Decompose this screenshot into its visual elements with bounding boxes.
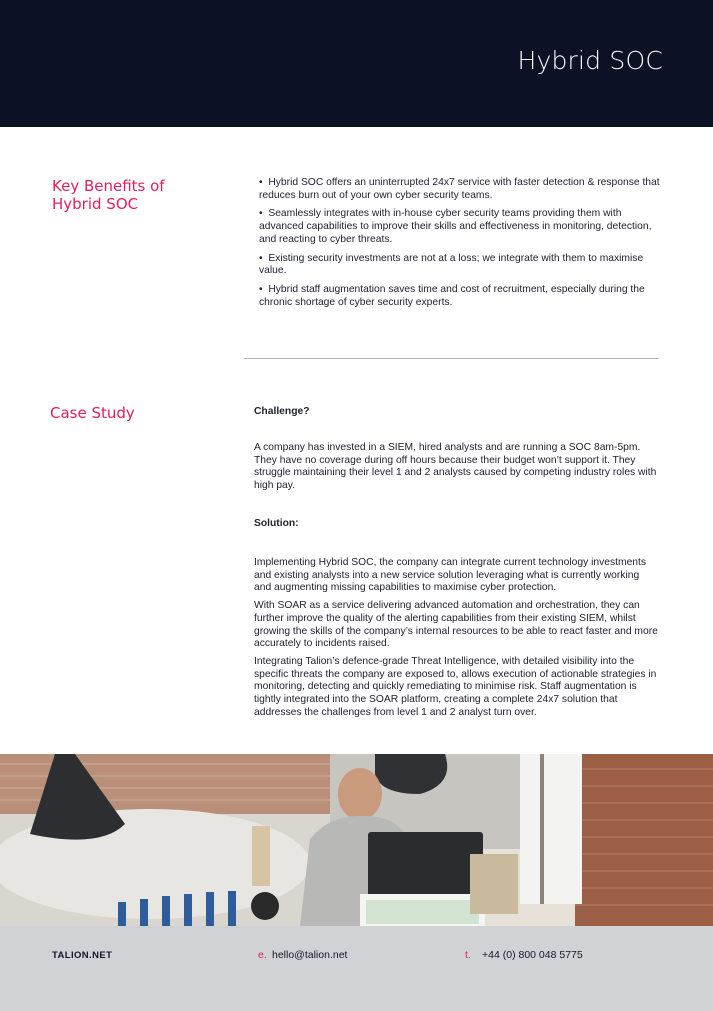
email-prefix: e. [258, 949, 267, 961]
office-photo [0, 754, 713, 926]
footer-website[interactable]: TALION.NET [52, 950, 113, 961]
benefit-item: • Existing security investments are not at a loss; we integrate with them to maximise value. [259, 252, 644, 277]
page-title: Hybrid SOC [517, 46, 663, 75]
office-photo-illustration [0, 754, 713, 926]
case-study-heading: Case Study [50, 404, 135, 422]
solution-paragraph: With SOAR as a service delivering advanced automation and orchestration, they can further improve the quality of the alerting capabilities from their existing SIEM, whilst growing the skills of the company’s internal resources to be able to react faster and more accurately to incidents raised. [254, 600, 658, 650]
benefit-text: Hybrid SOC offers an uninterrupted 24x7 service with faster detection & response that reduces burn out of your own cyber security teams. [259, 177, 660, 201]
phone-prefix: t. [465, 949, 471, 961]
key-benefits-heading [52, 177, 232, 213]
key-benefits-heading-line2: Hybrid SOC [52, 195, 139, 213]
benefit-text: Seamlessly integrates with in-house cyber security teams providing them with advanced capabilities to improve their skills and effectiveness in monitoring, detection, and reacting to cyber threats. [259, 208, 652, 245]
solution-paragraph: Integrating Talion’s defence-grade Threat Intelligence, with detailed visibility into the specific threats the company are exposed to, allows execution of actionable strategies in monitoring, detecting and quickly remediating to minimise risk. Staff augmentation is tightly integrated into the SOAR platform, creating a complete 24x7 solution that addresses the challenges from level 1 and 2 analyst turn over. [254, 655, 657, 718]
benefit-text: Hybrid staff augmentation saves time and cost of recruitment, especially during the chronic shortage of cyber security experts. [259, 283, 645, 308]
solution-paragraph: Implementing Hybrid SOC, the company can integrate current technology investments and existing analysts into a new service solution leveraging what is currently working and augmenting missing capabilities to maximise cyber protection. [254, 557, 647, 594]
challenge-label: Challenge? [254, 406, 310, 417]
benefit-item: • Hybrid SOC offers an uninterrupted 24x7 service with faster detection & response that reduces burn out of your own cyber security teams. [259, 177, 660, 201]
key-benefits-heading-line1: Key Benefits of [52, 177, 165, 195]
challenge-text: A company has invested in a SIEM, hired analysts and are running a SOC 8am-5pm. They have no coverage during off hours because their budget won’t support it. They struggle maintaining their level 1 and 2 analysts caused by competing industry roles with high pay. [254, 442, 657, 492]
solution-text [254, 557, 658, 724]
benefit-item: • Hybrid staff augmentation saves time and cost of recruitment, especially during the chronic shortage of cyber security experts. [259, 283, 645, 308]
solution-label: Solution: [254, 518, 299, 529]
footer-email[interactable]: hello@talion.net [272, 949, 348, 961]
header-banner [0, 0, 713, 127]
benefit-text: Existing security investments are not at a loss; we integrate with them to maximise value. [259, 252, 644, 277]
footer-phone[interactable]: +44 (0) 800 048 5775 [482, 949, 583, 961]
footer [0, 926, 713, 1011]
benefit-item: • Seamlessly integrates with in-house cyber security teams providing them with advanced capabilities to improve their skills and effectiveness in monitoring, detection, and reacting to cyber threats. [259, 208, 652, 245]
key-benefits-list [259, 177, 664, 315]
section-divider [244, 358, 659, 359]
